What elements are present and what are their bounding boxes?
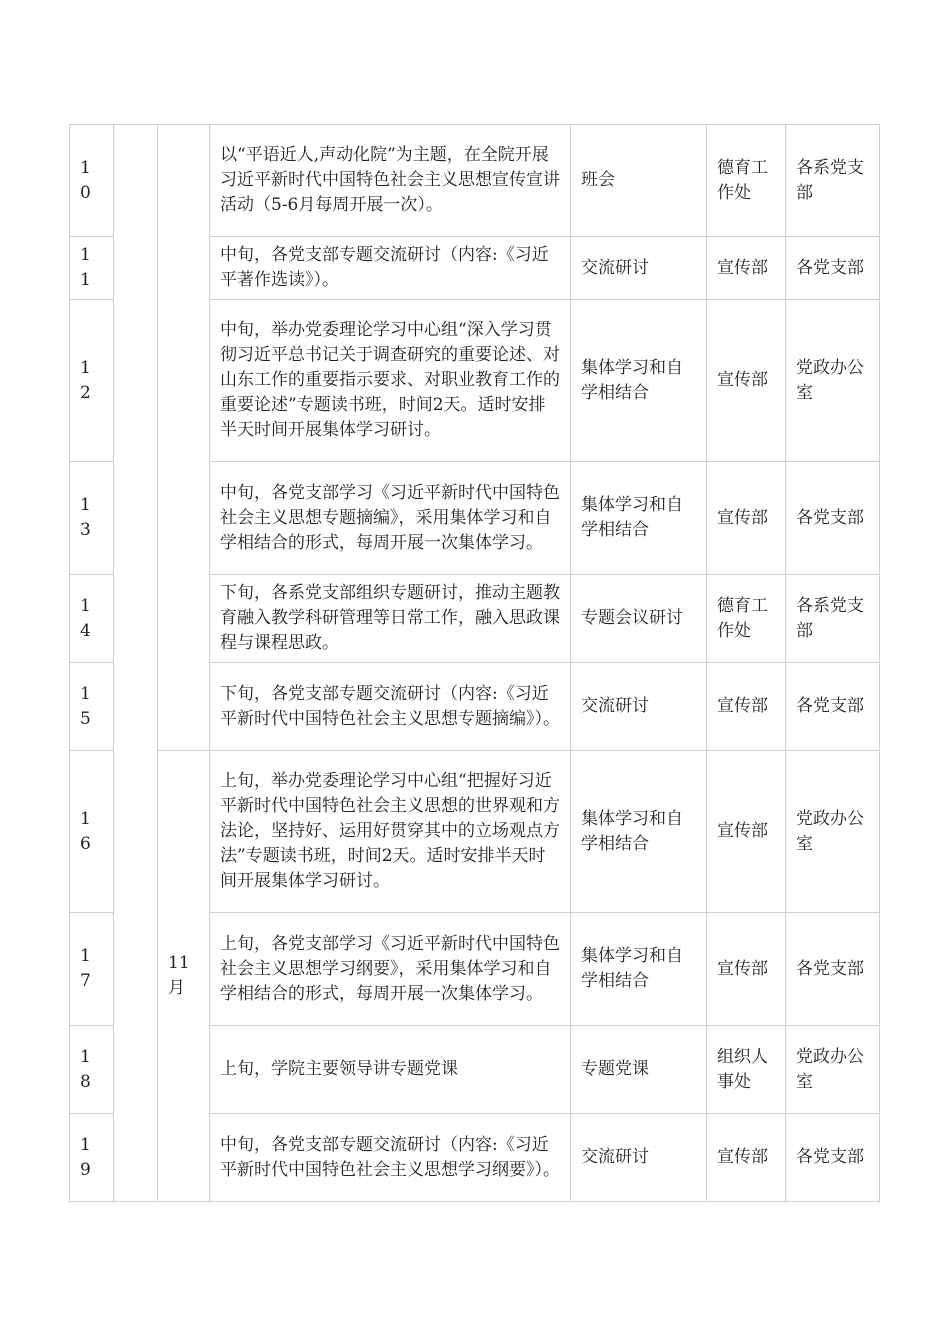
org-cell: 各党支部 [786,237,880,300]
row-number: 14 [70,575,114,663]
org-cell: 各系党支部 [786,125,880,237]
dept-cell: 宣传部 [707,300,786,462]
dept-cell: 宣传部 [707,913,786,1026]
org-cell: 党政办公室 [786,1026,880,1114]
month-cell [158,125,210,751]
table-row [70,751,880,913]
dept-cell: 组织人事处 [707,1026,786,1114]
form-cell: 专题党课 [571,1026,707,1114]
form-cell: 专题会议研讨 [571,575,707,663]
content-cell: 上旬，各党支部学习《习近平新时代中国特色社会主义思想学习纲要》，采用集体学习和自学相结合的形式，每周开展一次集体学习。 [210,913,571,1026]
form-cell: 交流研讨 [571,1114,707,1202]
dept-cell: 宣传部 [707,751,786,913]
content-cell: 中旬，各党支部学习《习近平新时代中国特色社会主义思想专题摘编》，采用集体学习和自学相结合的形式，每周开展一次集体学习。 [210,462,571,575]
row-number: 11 [70,237,114,300]
content-cell: 上旬，举办党委理论学习中心组“把握好习近平新时代中国特色社会主义思想的世界观和方法论，坚持好、运用好贯穿其中的立场观点方法”专题读书班，时间2天。适时安排半天时间开展集体学习研讨。 [210,751,571,913]
dept-cell: 宣传部 [707,1114,786,1202]
month-cell [158,751,210,1202]
form-cell: 交流研讨 [571,663,707,751]
dept-cell: 德育工作处 [707,575,786,663]
content-cell: 上旬，学院主要领导讲专题党课 [210,1026,571,1114]
content-cell: 下旬，各党支部专题交流研讨（内容:《习近平新时代中国特色社会主义思想专题摘编》）。 [210,663,571,751]
row-number: 15 [70,663,114,751]
month-label: 11月 [168,953,190,998]
form-cell: 交流研讨 [571,237,707,300]
stage-cell [114,125,158,1202]
table-row [70,125,880,237]
row-number: 17 [70,913,114,1026]
org-cell: 各党支部 [786,1114,880,1202]
row-number: 13 [70,462,114,575]
content-cell: 中旬，举办党委理论学习中心组“深入学习贯彻习近平总书记关于调查研究的重要论述、对山东工作的重要指示要求、对职业教育工作的重要论述”专题读书班，时间2天。适时安排半天时间开展集体学习研讨。 [210,300,571,462]
row-number: 19 [70,1114,114,1202]
dept-cell: 宣传部 [707,663,786,751]
row-number: 16 [70,751,114,913]
form-cell: 集体学习和自学相结合 [571,913,707,1026]
row-number: 12 [70,300,114,462]
row-number: 18 [70,1026,114,1114]
content-cell: 下旬，各系党支部组织专题研讨，推动主题教育融入教学科研管理等日常工作，融入思政课程与课程思政。 [210,575,571,663]
row-number: 10 [70,125,114,237]
org-cell: 各系党支部 [786,575,880,663]
form-cell: 集体学习和自学相结合 [571,462,707,575]
org-cell: 各党支部 [786,462,880,575]
dept-cell: 宣传部 [707,462,786,575]
content-cell: 中旬，各党支部专题交流研讨（内容:《习近平著作选读》）。 [210,237,571,300]
content-cell: 以“平语近人,声动化院”为主题，在全院开展习近平新时代中国特色社会主义思想宣传宣讲活动（5-6月每周开展一次）。 [210,125,571,237]
dept-cell: 德育工作处 [707,125,786,237]
org-cell: 党政办公室 [786,300,880,462]
form-cell: 集体学习和自学相结合 [571,300,707,462]
org-cell: 各党支部 [786,913,880,1026]
org-cell: 党政办公室 [786,751,880,913]
dept-cell: 宣传部 [707,237,786,300]
form-cell: 班会 [571,125,707,237]
schedule-table [69,124,880,1202]
form-cell: 集体学习和自学相结合 [571,751,707,913]
content-cell: 中旬，各党支部专题交流研讨（内容:《习近平新时代中国特色社会主义思想学习纲要》）。 [210,1114,571,1202]
org-cell: 各党支部 [786,663,880,751]
